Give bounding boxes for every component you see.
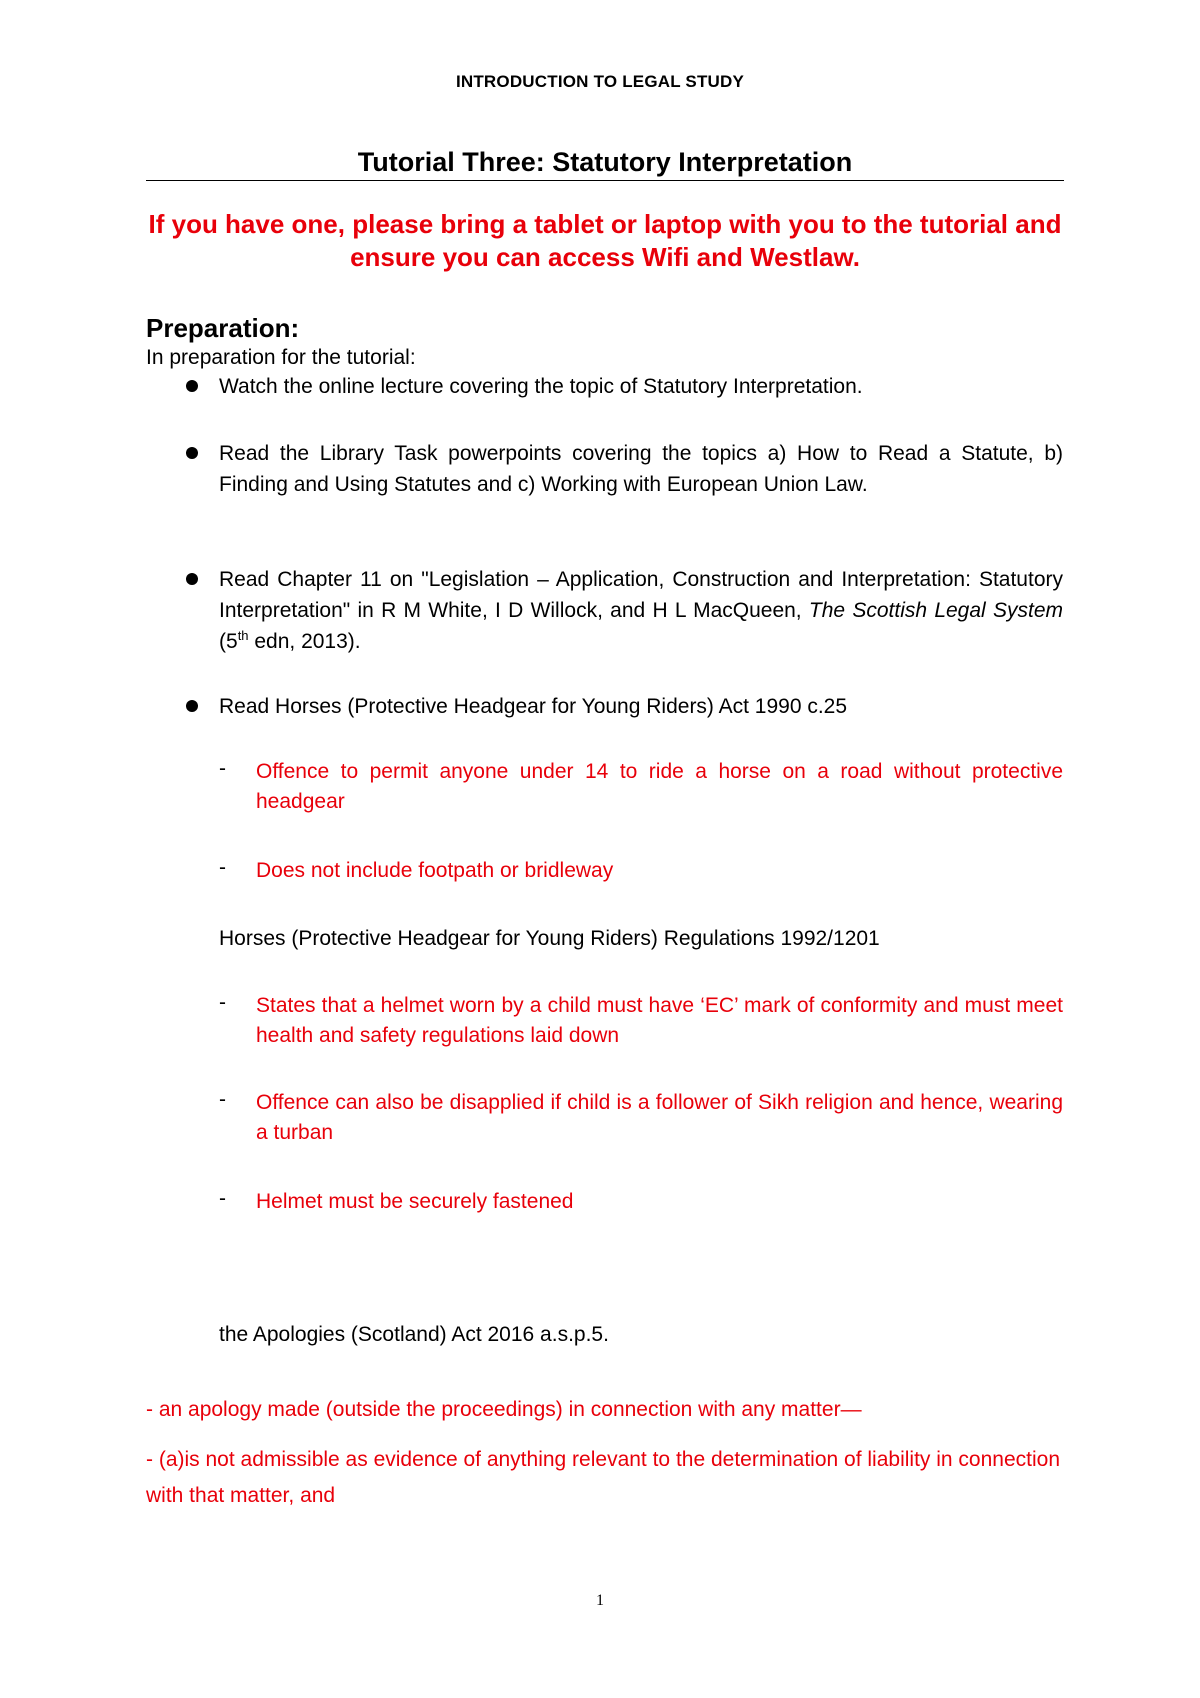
bullet-icon bbox=[186, 447, 198, 459]
bullet-item-chapter bbox=[219, 564, 1063, 657]
regulation-note: Offence can also be disapplied if child is a follower of Sikh religion and hence, wearing a turban bbox=[256, 1091, 1063, 1144]
dash-marker: - bbox=[219, 1088, 226, 1111]
bullet-item-lecture: Watch the online lecture covering the topic of Statutory Interpretation. bbox=[219, 375, 863, 398]
edition-close: edn, 2013). bbox=[248, 630, 361, 653]
dash-marker: - bbox=[219, 757, 226, 780]
edition-superscript: th bbox=[237, 628, 249, 643]
bullet-item-powerpoints: Read the Library Task powerpoints covering the topics a) How to Read a Statute, b) Finding and Using Statutes and c) Working with European Union Law. bbox=[219, 442, 1063, 496]
book-title: The Scottish Legal System bbox=[808, 599, 1063, 622]
bullet-icon bbox=[186, 573, 198, 585]
dash-marker: - bbox=[219, 856, 226, 879]
bullet-item-horses-act: Read Horses (Protective Headgear for Young Riders) Act 1990 c.25 bbox=[219, 695, 848, 718]
running-header: INTRODUCTION TO LEGAL STUDY bbox=[455, 72, 745, 91]
page-number: 1 bbox=[596, 1592, 604, 1609]
apologies-title: the Apologies (Scotland) Act 2016 a.s.p.5. bbox=[219, 1323, 609, 1346]
preparation-intro: In preparation for the tutorial: bbox=[146, 346, 416, 369]
act-note: Offence to permit anyone under 14 to ride a horse on a road without protective headgear bbox=[256, 760, 1063, 813]
page-title: Tutorial Three: Statutory Interpretation bbox=[146, 146, 1064, 181]
bullet-icon bbox=[186, 700, 198, 712]
regulations-title: Horses (Protective Headgear for Young Riders) Regulations 1992/1201 bbox=[219, 927, 880, 950]
edition-open: (5 bbox=[219, 630, 238, 653]
apologies-note: - an apology made (outside the proceedings) in connection with any matter— bbox=[146, 1398, 862, 1421]
act-note: Does not include footpath or bridleway bbox=[256, 859, 614, 882]
apologies-note: - (a)is not admissible as evidence of anything relevant to the determination of liability in connection with that matter, and bbox=[146, 1448, 1061, 1507]
dash-marker: - bbox=[219, 991, 226, 1014]
regulation-note: States that a helmet worn by a child must have ‘EC’ mark of conformity and must meet health and safety regulations laid down bbox=[256, 994, 1063, 1047]
bullet-icon bbox=[186, 380, 198, 392]
preparation-heading: Preparation: bbox=[146, 313, 300, 343]
dash-marker: - bbox=[219, 1187, 226, 1210]
regulation-note: Helmet must be securely fastened bbox=[256, 1190, 574, 1213]
notice-text: If you have one, please bring a tablet or laptop with you to the tutorial and ensure you can access Wifi and Westlaw. bbox=[148, 209, 1062, 272]
chapter-reference: Read Chapter 11 on "Legislation – Application, Construction and Interpretation: Statutory Interpretation" in R M White, I D Willock, and H L MacQueen, bbox=[219, 568, 1063, 622]
